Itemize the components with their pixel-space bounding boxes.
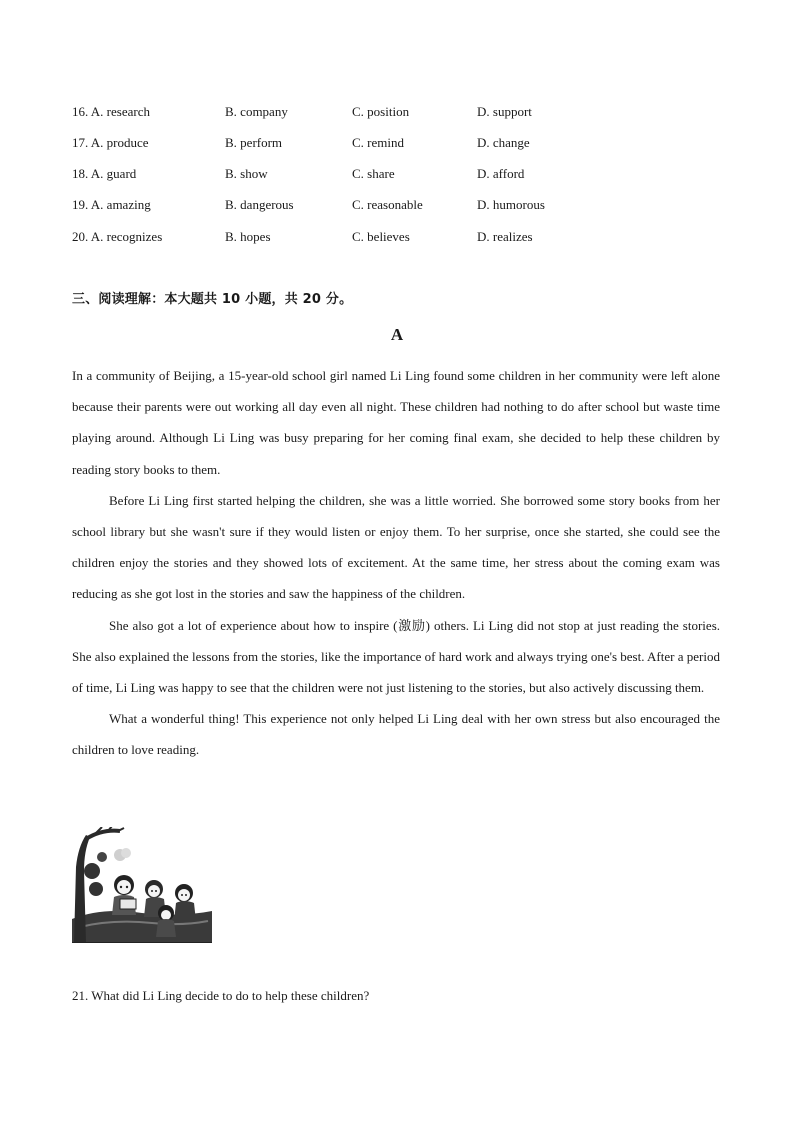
option-a: 16. A. research bbox=[72, 104, 150, 119]
passage-paragraph-1: In a community of Beijing, a 15-year-old school girl named Li Ling found some children in her community were left alone because their parents were out working all day even all night. These children had nothing to do after school but waste time playing around. Although Li Ling was busy preparing for her coming final exam, she decided to help these children by reading story books to them. bbox=[72, 368, 720, 477]
option-d: D. change bbox=[477, 135, 530, 150]
section-heading: 三、阅读理解：本大题共 10 小题，共 20 分。 bbox=[72, 292, 353, 307]
option-d: D. realizes bbox=[477, 229, 533, 244]
question-21: 21. What did Li Ling decide to do to help these children? bbox=[72, 988, 370, 1003]
option-a: 17. A. produce bbox=[72, 135, 149, 150]
option-d: D. support bbox=[477, 104, 532, 119]
option-c: C. share bbox=[352, 166, 395, 181]
option-c: C. reasonable bbox=[352, 197, 423, 212]
passage-label: A bbox=[390, 325, 404, 344]
option-b: B. show bbox=[225, 166, 268, 181]
option-a: 20. A. recognizes bbox=[72, 229, 163, 244]
option-c: C. believes bbox=[352, 229, 410, 244]
option-a: 18. A. guard bbox=[72, 166, 137, 181]
passage-paragraph-4: What a wonderful thing! This experience not only helped Li Ling deal with her own stress but also encouraged the children to love reading. bbox=[72, 711, 720, 758]
passage-paragraph-2: Before Li Ling first started helping the children, she was a little worried. She borrowed some story books from her school library but she wasn't sure if they would listen or enjoy them. To her surprise, once she started, she could see the children enjoy the stories and they showed lots of excitement. At the same time, her stress about the coming exam was reducing as she got lost in the stories and saw the happiness of the children. bbox=[72, 492, 720, 602]
option-b: B. hopes bbox=[225, 229, 271, 244]
option-a: 19. A. amazing bbox=[72, 197, 151, 212]
option-b: B. perform bbox=[225, 135, 283, 150]
option-b: B. dangerous bbox=[225, 197, 294, 212]
option-d: D. afford bbox=[477, 166, 525, 181]
children-reading-illustration bbox=[72, 827, 212, 943]
option-c: C. remind bbox=[352, 135, 404, 150]
option-d: D. humorous bbox=[477, 197, 545, 212]
reading-passage bbox=[72, 360, 720, 766]
option-b: B. company bbox=[225, 104, 288, 119]
passage-paragraph-3: She also got a lot of experience about how to inspire (激励) others. Li Ling did not stop at just reading the stories. She also explained the lessons from the stories, like the importance of hard work and always trying one's best. After a period of time, Li Ling was happy to see that the children were not just listening to the stories, but also actively discussing them. bbox=[72, 617, 720, 696]
option-c: C. position bbox=[352, 104, 410, 119]
